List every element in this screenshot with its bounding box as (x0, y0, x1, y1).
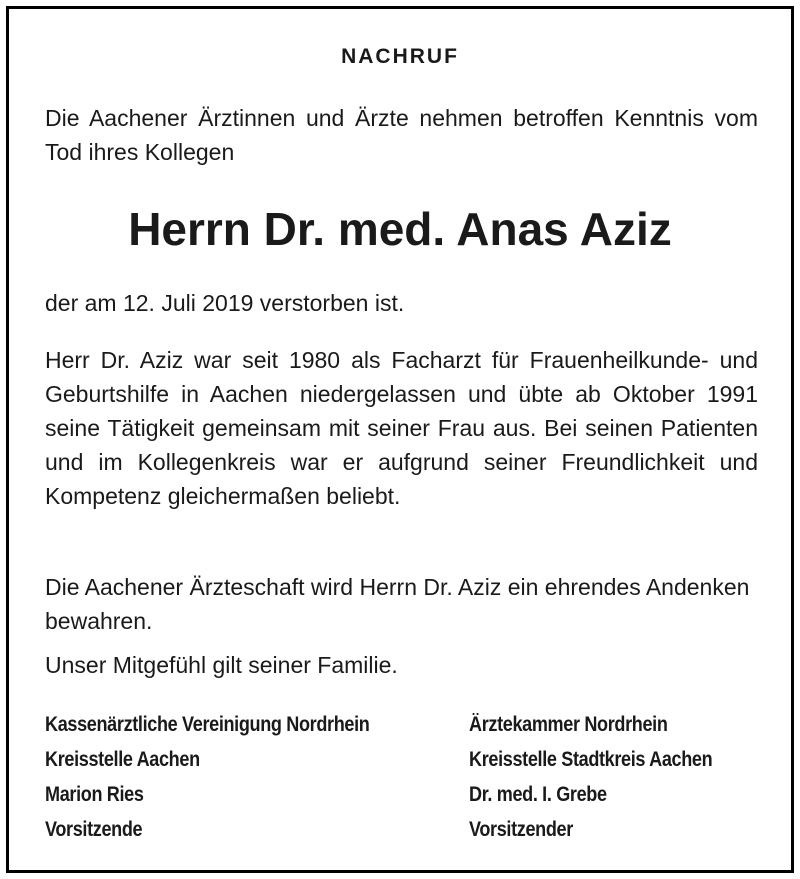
signature-office: Kreisstelle Aachen (45, 748, 200, 771)
signature-person: Dr. med. I. Grebe (469, 783, 607, 806)
deceased-name: Herrn Dr. med. Anas Aziz (128, 203, 672, 255)
signature-organization: Ärztekammer Nordrhein (469, 713, 668, 736)
notice-heading: NACHRUF (341, 45, 459, 68)
signature-role: Vorsitzender (469, 818, 573, 841)
remembrance-text: Die Aachener Ärzteschaft wird Herrn Dr. Aziz ein ehrendes Andenken bewahren. (45, 574, 750, 634)
signature-role: Vorsitzende (45, 818, 143, 841)
signature-block-right (469, 707, 712, 847)
signature-person: Marion Ries (45, 783, 144, 806)
signature-office: Kreisstelle Stadtkreis Aachen (469, 748, 713, 771)
signature-organization: Kassenärztliche Vereinigung Nordrhein (45, 713, 370, 736)
signature-block-left (45, 707, 369, 847)
obituary-notice (6, 6, 794, 873)
biography-text: Herr Dr. Aziz war seit 1980 als Facharzt für Frauenheilkunde- und Geburtshilfe in Aachen niedergelassen und übte ab Oktober 1991 seine Tätigkeit gemeinsam mit seiner Frau aus. Bei seinen Patienten und im Kollegenkreis war er aufgrund seiner Freundlichkeit und Kompetenz gleichermaßen beliebt. (45, 347, 758, 509)
death-date-text: der am 12. Juli 2019 verstorben ist. (45, 290, 405, 316)
condolence-text: Unser Mitgefühl gilt seiner Familie. (45, 652, 398, 678)
intro-text: Die Aachener Ärztinnen und Ärzte nehmen betroffen Kenntnis vom Tod ihres Kollegen (45, 105, 758, 165)
